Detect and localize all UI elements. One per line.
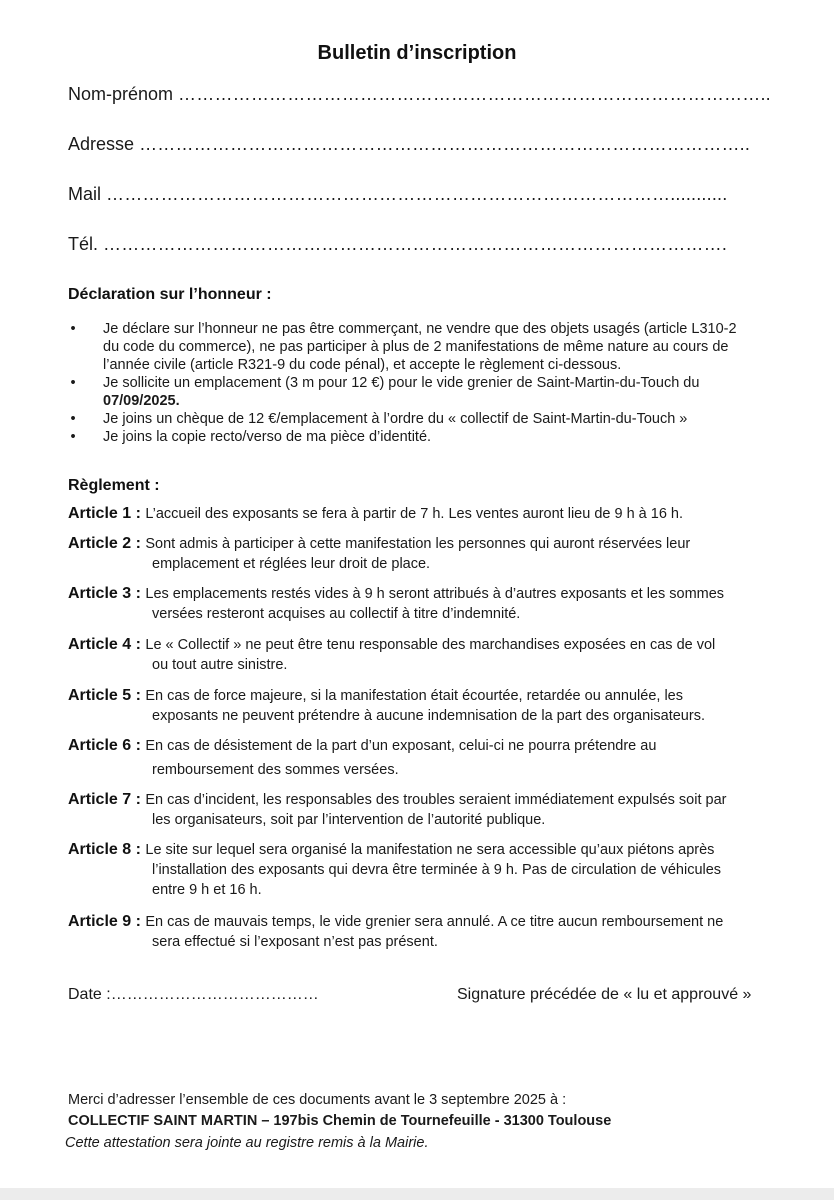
article-9 — [68, 913, 808, 953]
address-dots: ……………………………………………………………………………………….. — [139, 134, 751, 154]
article-text: L’accueil des exposants se fera à partir de 7 h. Les ventes auront lieu de 9 h à 16 h. — [145, 506, 684, 522]
article-text: remboursement des sommes versées. — [152, 762, 399, 778]
article-text: entre 9 h et 16 h. — [152, 882, 262, 898]
name-label: Nom-prénom — [68, 84, 174, 104]
article-label: Article 5 : — [68, 687, 141, 704]
article-text: ou tout autre sinistre. — [152, 657, 288, 673]
article-text: versées resteront acquises au collectif à titre d’indemnité. — [152, 606, 521, 622]
declaration-text: du code du commerce), ne pas participer à plus de 2 manifestations de même nature au cours de — [103, 339, 729, 355]
article-3 — [68, 585, 808, 625]
declaration-list — [68, 320, 798, 446]
article-4 — [68, 636, 808, 676]
declaration-text: l’année civile (article R321-9 du code pénal), et accepte le règlement ci-dessous. — [103, 357, 622, 373]
article-label: Article 3 : — [68, 585, 141, 602]
article-text: En cas de mauvais temps, le vide grenier sera annulé. A ce titre aucun remboursement ne — [145, 914, 724, 930]
reglement-heading: Règlement : — [68, 477, 160, 494]
bullet-icon: • — [70, 411, 76, 427]
article-8 — [68, 841, 808, 899]
phone-dots: …………………………………………………………………………………………. — [103, 234, 728, 254]
declaration-text: Je joins un chèque de 12 €/emplacement à l’ordre du « collectif de Saint-Martin-du-Touch » — [103, 411, 688, 427]
article-text: En cas de force majeure, si la manifestation était écourtée, retardée ou annulée, les — [145, 688, 683, 704]
footer-address: COLLECTIF SAINT MARTIN – 197bis Chemin de Tournefeuille - 31300 Toulouse — [68, 1113, 612, 1129]
article-text: Les emplacements restés vides à 9 h seront attribués à d’autres exposants et les sommes — [145, 586, 725, 602]
article-label: Article 1 : — [68, 505, 141, 522]
name-field[interactable] — [68, 84, 771, 105]
page-title: Bulletin d’inscription — [317, 42, 517, 64]
bottom-band — [0, 1188, 834, 1200]
signature-label: Signature précédée de « lu et approuvé » — [457, 986, 752, 1003]
article-text: Le site sur lequel sera organisé la manifestation ne sera accessible qu’aux piétons après — [145, 842, 715, 858]
article-text: Sont admis à participer à cette manifestation les personnes qui auront réservées leur — [145, 536, 691, 552]
phone-field[interactable] — [68, 234, 727, 255]
declaration-text: Je déclare sur l’honneur ne pas être commerçant, ne vendre que des objets usagés (article L310-2 — [103, 321, 737, 337]
article-2 — [68, 535, 808, 575]
article-label: Article 6 : — [68, 737, 141, 754]
bullet-icon: • — [70, 321, 76, 337]
bullet-icon: • — [70, 429, 76, 445]
article-label: Article 7 : — [68, 791, 141, 808]
declaration-item — [68, 320, 798, 374]
footer-instructions: Merci d’adresser l’ensemble de ces documents avant le 3 septembre 2025 à : — [68, 1092, 567, 1108]
article-text: En cas d’incident, les responsables des troubles seraient immédiatement expulsés soit par — [145, 792, 727, 808]
bullet-icon: • — [70, 375, 76, 391]
article-text: Le « Collectif » ne peut être tenu responsable des marchandises exposées en cas de vol — [145, 637, 716, 653]
address-label: Adresse — [68, 134, 135, 154]
mail-label: Mail — [68, 184, 102, 204]
event-date: 07/09/2025. — [103, 393, 180, 409]
article-label: Article 2 : — [68, 535, 141, 552]
date-field[interactable]: Date :………………………………… — [68, 986, 319, 1003]
article-6 — [68, 737, 808, 781]
article-text: En cas de désistement de la part d’un exposant, celui-ci ne pourra prétendre au — [145, 738, 657, 754]
footer-note: Cette attestation sera jointe au registre remis à la Mairie. — [65, 1135, 429, 1151]
article-text: l’installation des exposants qui devra être terminée à 9 h. Pas de circulation de véhicules — [152, 862, 722, 878]
declaration-item — [68, 428, 798, 446]
declaration-item — [68, 374, 798, 410]
name-dots: …………………………………………………………………………………….. — [178, 84, 771, 104]
article-1 — [68, 505, 808, 523]
article-text: sera effectué si l’exposant n’est pas présent. — [152, 934, 438, 950]
article-7 — [68, 791, 808, 831]
phone-label: Tél. — [68, 234, 99, 254]
declaration-heading: Déclaration sur l’honneur : — [68, 286, 272, 303]
mail-field[interactable] — [68, 184, 727, 205]
article-text: les organisateurs, soit par l’intervention de l’autorité publique. — [152, 812, 546, 828]
declaration-text: Je joins la copie recto/verso de ma pièce d’identité. — [103, 429, 432, 445]
declaration-text: Je sollicite un emplacement (3 m pour 12 €) pour le vide grenier de Saint-Martin-du-Touch du — [103, 375, 700, 391]
article-label: Article 9 : — [68, 913, 141, 930]
article-5 — [68, 687, 808, 727]
mail-dots: …………………………………………………………………………………........... — [106, 184, 728, 204]
article-label: Article 8 : — [68, 841, 141, 858]
article-text: emplacement et réglées leur droit de place. — [152, 556, 431, 572]
address-field[interactable] — [68, 134, 750, 155]
article-label: Article 4 : — [68, 636, 141, 653]
declaration-item — [68, 410, 798, 428]
article-text: exposants ne peuvent prétendre à aucune indemnisation de la part des organisateurs. — [152, 708, 705, 724]
